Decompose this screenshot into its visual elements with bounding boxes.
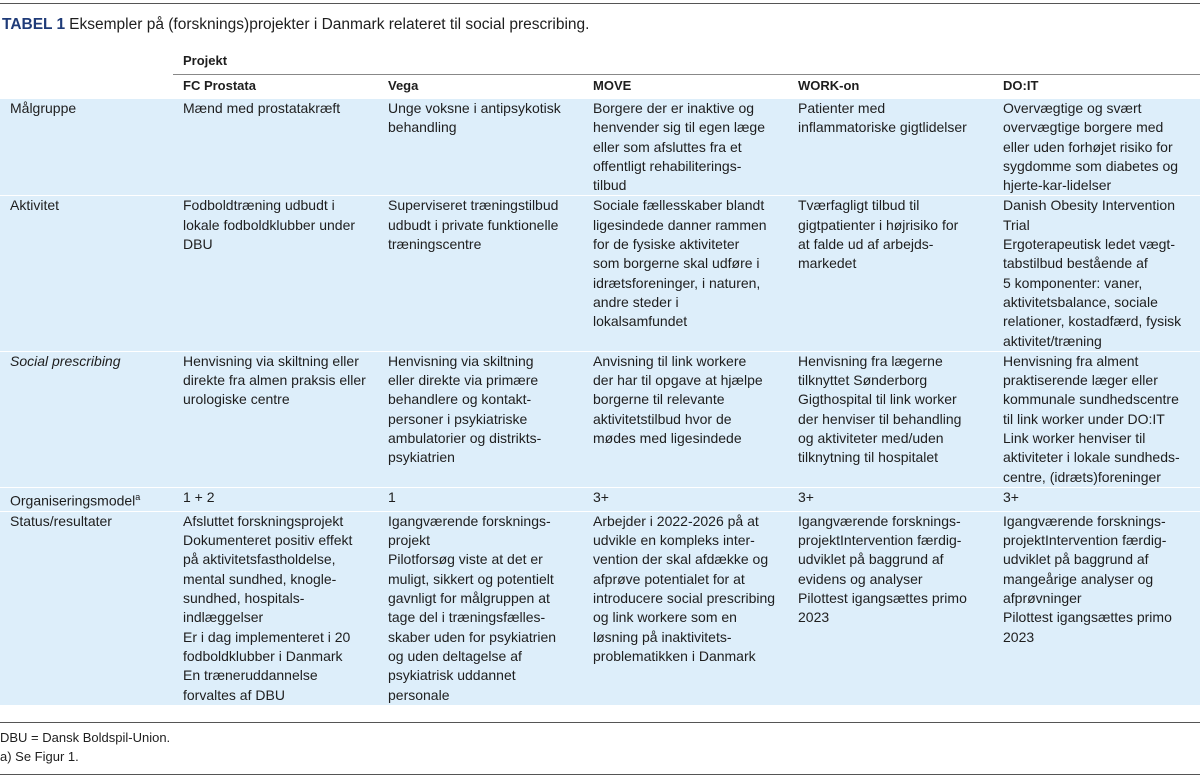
cell-text-line: behandlere og kontakt- xyxy=(388,391,532,408)
row-label-text: Social prescribing xyxy=(10,352,121,369)
column-header: FC Prostata xyxy=(173,76,378,99)
cell-text-line: udbudt i private funktionelle xyxy=(388,216,559,233)
cell-text-line: Ergoterapeutisk ledet vægt- xyxy=(1003,236,1175,253)
cell-text-line: lokalsamfundet xyxy=(593,313,688,330)
cell-text-line: projekt xyxy=(388,532,431,549)
cell-text-line: personale xyxy=(388,686,450,703)
table-row xyxy=(0,351,1200,487)
cell-text-line: 1 + 2 xyxy=(183,488,215,505)
table-cell xyxy=(173,196,378,351)
cell-text-line: afprøvninger xyxy=(1003,590,1082,607)
page-bottom-rule xyxy=(0,774,1200,775)
cell-text-line: udviklet på baggrund af xyxy=(798,551,944,568)
cell-text-line: der har til opgave at hjælpe xyxy=(593,372,763,389)
project-group-header: Projekt xyxy=(183,53,228,68)
cell-text-line: kommunale sundhedscentre xyxy=(1003,391,1179,408)
column-header-row xyxy=(0,76,1200,99)
table-cell xyxy=(993,196,1200,351)
table-cell xyxy=(788,196,993,351)
projects-table xyxy=(0,76,1200,705)
cell-text-line: Henvisning via skiltning xyxy=(388,352,534,369)
table-cell xyxy=(583,487,788,511)
table-cell xyxy=(173,99,378,196)
cell-text-line: tilknytning til hospitalet xyxy=(798,449,939,466)
cell-text-line: Overvægtige og svært xyxy=(1003,100,1142,116)
cell-text-line: Arbejder i 2022-2026 på at xyxy=(593,512,759,529)
cell-text-line: henvender sig til egen læge xyxy=(593,119,766,136)
table-row xyxy=(0,196,1200,351)
table-cell xyxy=(788,487,993,511)
cell-text-line: Sociale fællesskaber blandt xyxy=(593,197,765,214)
cell-text-line: 5 komponenter: vaner, xyxy=(1003,274,1143,291)
cell-text-line: løsning på inaktivitets- xyxy=(593,628,732,645)
cell-text-line: eller som afsluttes fra et xyxy=(593,138,742,155)
cell-text-line: 3+ xyxy=(1003,488,1019,505)
table-body xyxy=(0,99,1200,705)
cell-text-line: Henvisning fra lægerne xyxy=(798,352,943,369)
cell-text-line: eller uden forhøjet risiko for xyxy=(1003,138,1173,155)
row-label-footnote-marker: a xyxy=(135,491,141,502)
project-header-rule xyxy=(173,74,1200,75)
top-rule xyxy=(0,3,1200,4)
table-number: TABEL 1 xyxy=(2,16,66,33)
cell-text-line: Er i dag implementeret i 20 xyxy=(183,628,351,645)
table-cell xyxy=(583,511,788,704)
cell-text-line: problematikken i Danmark xyxy=(593,647,756,664)
table-cell xyxy=(173,487,378,511)
cell-text-line: Pilotforsøg viste at det er xyxy=(388,551,543,568)
cell-text-line: hjerte-kar-lidelser xyxy=(1003,177,1112,194)
cell-text-line: Superviseret træningstilbud xyxy=(388,197,559,214)
cell-text-line: borgerne til relevante xyxy=(593,391,725,408)
cell-text-line: 3+ xyxy=(798,488,814,505)
table-cell xyxy=(173,511,378,704)
row-label-text: Målgruppe xyxy=(10,100,77,116)
row-label xyxy=(0,99,173,196)
cell-text-line: aktivitetstilbud hvor de xyxy=(593,410,732,427)
cell-text-line: Igangværende forsknings- xyxy=(388,512,551,529)
table-cell xyxy=(788,351,993,487)
cell-text-line: tilknyttet Sønderborg xyxy=(798,372,928,389)
cell-text-line: eller direkte via primære xyxy=(388,372,539,389)
table-cell xyxy=(378,351,583,487)
cell-text-line: Dokumenteret positiv effekt xyxy=(183,532,353,549)
row-label xyxy=(0,487,173,511)
cell-text-line: Pilottest igangsættes primo xyxy=(1003,609,1172,626)
cell-text-line: psykiatrien xyxy=(388,449,455,466)
cell-text-line: mental sundhed, knogle- xyxy=(183,570,337,587)
table-cell xyxy=(583,351,788,487)
cell-text-line: på aktivitetsfastholdelse, xyxy=(183,551,336,568)
row-label-text: Organiseringsmodel xyxy=(10,492,136,509)
cell-text-line: En træneruddannelse xyxy=(183,667,318,684)
cell-text-line: fodboldklubber i Danmark xyxy=(183,647,343,664)
cell-text-line: indlæggelser xyxy=(183,609,264,626)
cell-text-line: sygdomme som diabetes og xyxy=(1003,157,1179,174)
row-label-text: Aktivitet xyxy=(10,197,60,214)
table-bottom-rule xyxy=(0,722,1200,723)
cell-text-line: forvaltes af DBU xyxy=(183,686,285,703)
cell-text-line: Danish Obesity Intervention xyxy=(1003,197,1175,214)
cell-text-line: til link worker under DO:IT xyxy=(1003,410,1165,427)
cell-text-line: gigtpatienter i højrisiko for xyxy=(798,216,959,233)
cell-text-line: markedet xyxy=(798,255,857,272)
table-cell xyxy=(993,99,1200,196)
cell-text-line: introducere social prescribing xyxy=(593,590,776,607)
table-cell xyxy=(378,511,583,704)
table-cell xyxy=(788,511,993,704)
cell-text-line: lokale fodboldklubber under xyxy=(183,216,356,233)
cell-text-line: Henvisning fra alment xyxy=(1003,352,1139,369)
cell-text-line: Igangværende forsknings- xyxy=(798,512,961,529)
cell-text-line: tage del i træningsfælles- xyxy=(388,609,546,626)
cell-text-line: relationer, kostadfærd, fysisk xyxy=(1003,313,1182,330)
cell-text-line: Link worker henviser til xyxy=(1003,430,1146,447)
cell-text-line: offentligt rehabiliterings- xyxy=(593,157,742,174)
cell-text-line: 2023 xyxy=(1003,628,1035,645)
cell-text-line: Gigthospital til link worker xyxy=(798,391,957,408)
cell-text-line: 2023 xyxy=(798,609,830,626)
cell-text-line: andre steder i xyxy=(593,293,679,310)
cell-text-line: Tværfagligt tilbud til xyxy=(798,197,920,214)
cell-text-line: Fodboldtræning udbudt i xyxy=(183,197,335,214)
cell-text-line: Borgere der er inaktive og xyxy=(593,100,755,116)
cell-text-line: direkte fra almen praksis eller xyxy=(183,372,366,389)
column-header: DO:IT xyxy=(993,76,1200,99)
cell-text-line: mangeårige analyser og xyxy=(1003,570,1154,587)
cell-text-line: projektIntervention færdig- xyxy=(798,532,962,549)
column-header: Vega xyxy=(378,76,583,99)
row-label xyxy=(0,196,173,351)
cell-text-line: Trial xyxy=(1003,216,1030,233)
cell-text-line: udvikle en kompleks inter- xyxy=(593,532,755,549)
cell-text-line: ligesindede danner rammen xyxy=(593,216,767,233)
cell-text-line: som borgerne skal udføre i xyxy=(593,255,760,272)
cell-text-line: 3+ xyxy=(593,488,609,505)
column-header: WORK-on xyxy=(788,76,993,99)
table-cell xyxy=(173,351,378,487)
table-row xyxy=(0,511,1200,704)
table-row xyxy=(0,487,1200,511)
cell-text-line: Anvisning til link workere xyxy=(593,352,747,369)
table-caption xyxy=(2,15,589,35)
cell-text-line: vention der skal afdække og xyxy=(593,551,769,568)
cell-text-line: evidens og analyser xyxy=(798,570,923,587)
cell-text-line: projektIntervention færdig- xyxy=(1003,532,1167,549)
table-cell xyxy=(993,487,1200,511)
cell-text-line: overvægtige borgere med xyxy=(1003,119,1164,136)
table-cell xyxy=(583,196,788,351)
cell-text-line: for de fysiske aktiviteter xyxy=(593,236,740,253)
cell-text-line: afprøve potentialet for at xyxy=(593,570,745,587)
table-cell xyxy=(583,99,788,196)
row-label-header xyxy=(0,76,173,99)
table-cell xyxy=(993,351,1200,487)
row-label xyxy=(0,511,173,704)
cell-text-line: Igangværende forsknings- xyxy=(1003,512,1166,529)
cell-text-line: og uden deltagelse af xyxy=(388,647,522,664)
cell-text-line: og aktiviteter med/uden xyxy=(798,430,944,447)
cell-text-line: træningscentre xyxy=(388,236,482,253)
cell-text-line: praktiserende læger eller xyxy=(1003,372,1158,389)
cell-text-line: skaber uden for psykiatrien xyxy=(388,628,557,645)
cell-text-line: tilbud xyxy=(593,177,627,194)
table-cell xyxy=(378,487,583,511)
cell-text-line: Unge voksne i antipsykotisk xyxy=(388,100,561,116)
footnote-figure: a) Se Figur 1. xyxy=(0,749,79,764)
cell-text-line: aktivitet/træning xyxy=(1003,332,1102,349)
cell-text-line: ambulatorier og distrikts- xyxy=(388,430,542,447)
cell-text-line: muligt, sikkert og potentielt xyxy=(388,570,554,587)
cell-text-line: Afsluttet forskningsprojekt xyxy=(183,512,344,529)
cell-text-line: der henviser til behandling xyxy=(798,410,962,427)
cell-text-line: Henvisning via skiltning eller xyxy=(183,352,359,369)
cell-text-line: og link workere som en xyxy=(593,609,737,626)
row-label xyxy=(0,351,173,487)
cell-text-line: udviklet på baggrund af xyxy=(1003,551,1149,568)
table-cell xyxy=(378,196,583,351)
caption-text: Eksempler på (forsknings)projekter i Danmark relateret til social prescribing. xyxy=(69,16,590,33)
footnote-dbu: DBU = Dansk Boldspil-Union. xyxy=(0,730,171,745)
cell-text-line: urologiske centre xyxy=(183,391,290,408)
cell-text-line: personer i psykiatriske xyxy=(388,410,528,427)
row-label-text: Status/resultater xyxy=(10,512,112,529)
cell-text-line: Mænd med prostatakræft xyxy=(183,100,341,116)
cell-text-line: idrætsforeninger, i naturen, xyxy=(593,274,761,291)
table-cell xyxy=(378,99,583,196)
cell-text-line: aktiviteter i lokale sundheds- xyxy=(1003,449,1180,466)
cell-text-line: centre, (idræts)foreninger xyxy=(1003,468,1161,485)
table-row xyxy=(0,99,1200,196)
cell-text-line: gavnligt for målgruppen at xyxy=(388,590,550,607)
cell-text-line: tabstilbud bestående af xyxy=(1003,255,1148,272)
cell-text-line: Patienter med xyxy=(798,100,886,116)
cell-text-line: inflammatoriske gigtlidelser xyxy=(798,119,967,136)
cell-text-line: 1 xyxy=(388,488,396,505)
cell-text-line: psykiatrisk uddannet xyxy=(388,667,516,684)
cell-text-line: Pilottest igangsættes primo xyxy=(798,590,967,607)
column-header: MOVE xyxy=(583,76,788,99)
cell-text-line: sundhed, hospitals- xyxy=(183,590,305,607)
cell-text-line: aktivitetsbalance, sociale xyxy=(1003,293,1158,310)
cell-text-line: DBU xyxy=(183,236,213,253)
cell-text-line: at falde ud af arbejds- xyxy=(798,236,934,253)
table-cell xyxy=(788,99,993,196)
cell-text-line: behandling xyxy=(388,119,457,136)
cell-text-line: mødes med ligesindede xyxy=(593,430,742,447)
table-cell xyxy=(993,511,1200,704)
